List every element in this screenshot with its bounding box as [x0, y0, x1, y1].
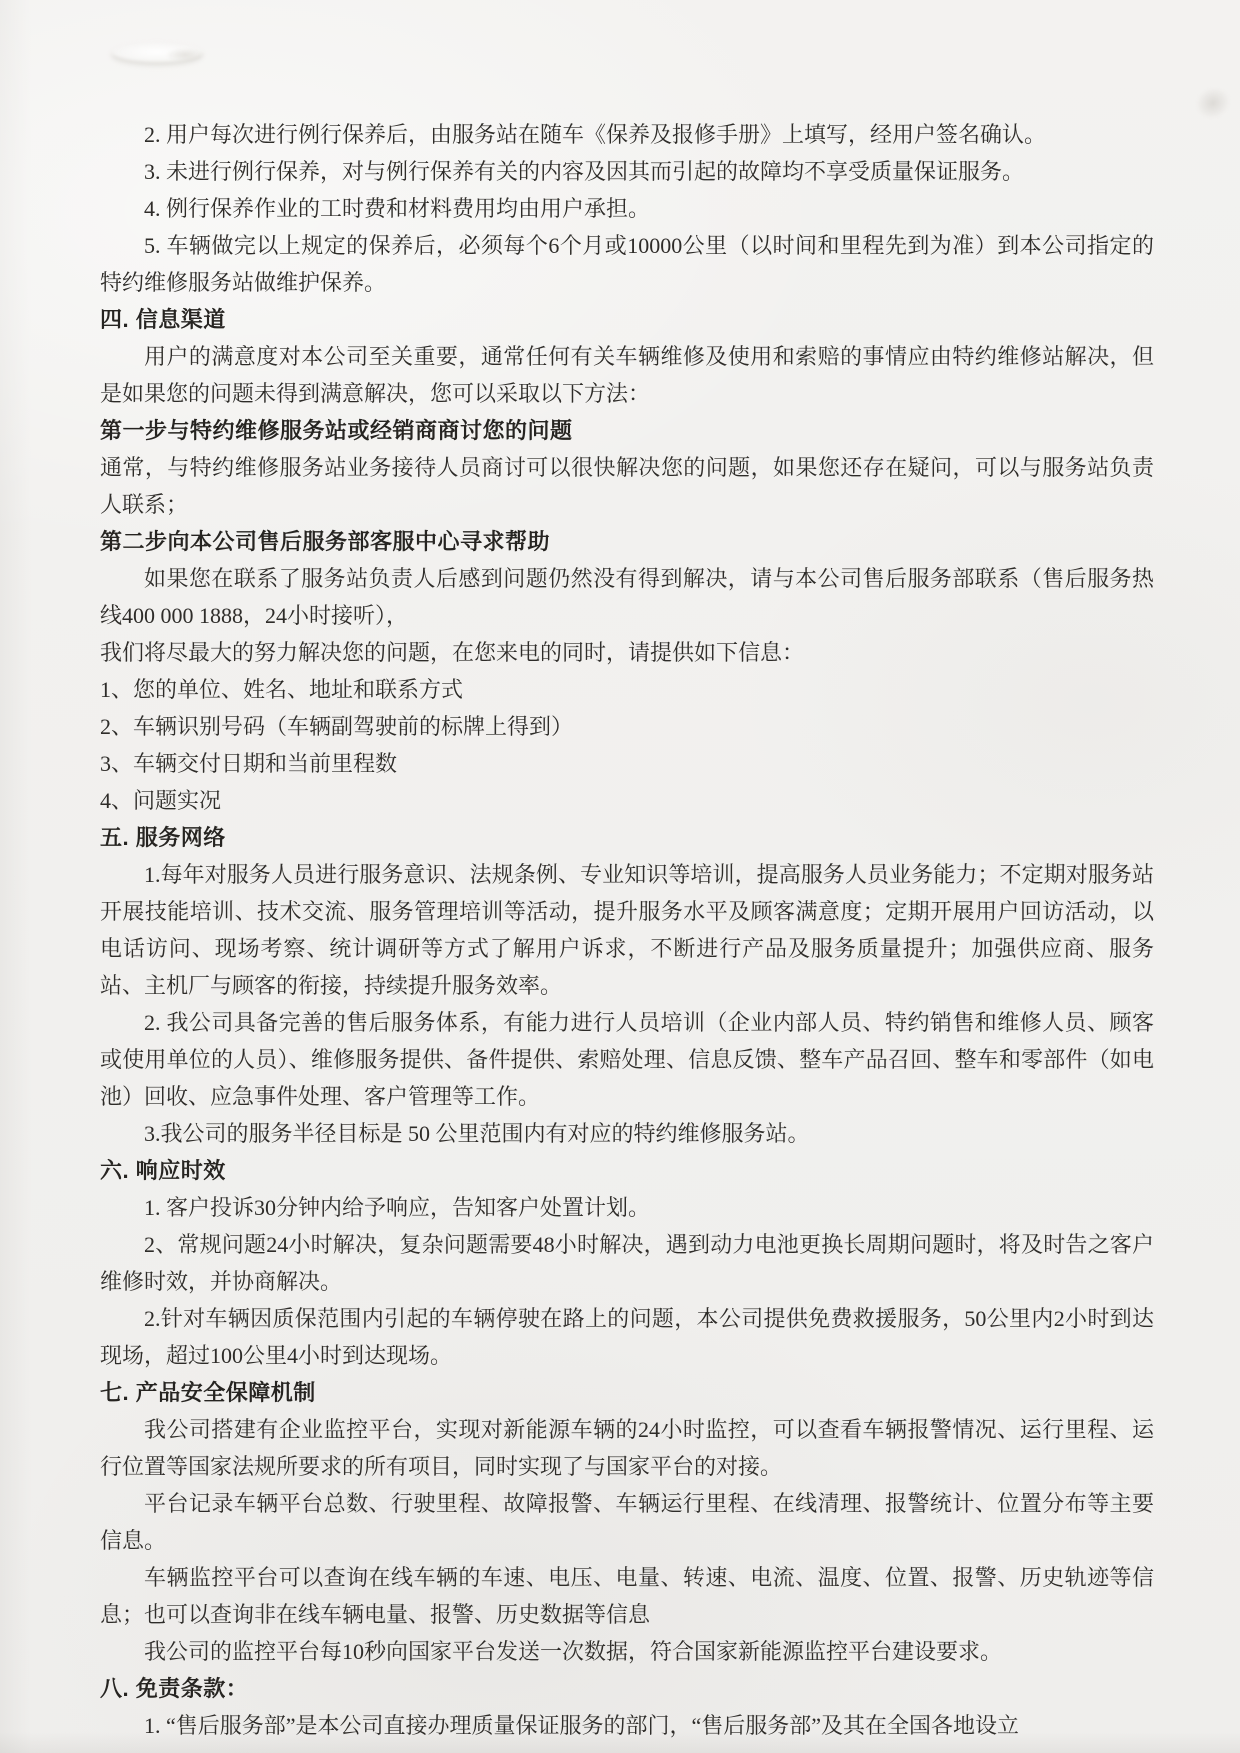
- maintenance-rule-item-3: 3. 未进行例行保养，对与例行保养有关的内容及因其而引起的故障均不享受质量保证服务。: [144, 159, 1025, 184]
- response-time-rescue-item: 2.针对车辆因质保范围内引起的车辆停驶在路上的问题，本公司提供免费救援服务，50公里内2小时到达现场，超过100公里4小时到达现场。: [100, 1306, 1154, 1368]
- maintenance-rule-item-5: 5. 车辆做完以上规定的保养后，必须每个6个月或10000公里（以时间和里程先到为准）到本公司指定的特约维修服务站做维护保养。: [100, 233, 1154, 295]
- step-2-paragraph-hotline: 如果您在联系了服务站负责人后感到问题仍然没有得到解决，请与本公司售后服务部联系（售后服务热线400 000 1888，24小时接听），: [100, 566, 1154, 628]
- call-info-item-3: 3、车辆交付日期和当前里程数: [100, 751, 398, 776]
- maintenance-rule-item-4: 4. 例行保养作业的工时费和材料费用均由用户承担。: [144, 196, 651, 221]
- maintenance-rule-item-2: 2. 用户每次进行例行保养后，由服务站在随车《保养及报修手册》上填写，经用户签名确认。: [144, 122, 1047, 147]
- section-heading-5-service-network: 五. 服务网络: [100, 825, 226, 850]
- document-text-block: [100, 116, 1154, 1744]
- service-network-item-1: 1.每年对服务人员进行服务意识、法规条例、专业知识等培训，提高服务人员业务能力；不定期对服务站开展技能培训、技术交流、服务管理培训等活动，提升服务水平及顾客满意度；定期开展用户回访活动，以电话访问、现场考察、统计调研等方式了解用户诉求，不断进行产品及服务质量提升；加强供应商、服务站、主机厂与顾客的衔接，持续提升服务效率。: [100, 862, 1154, 998]
- section-heading-7-product-safety: 七. 产品安全保障机制: [100, 1380, 316, 1405]
- disclaimer-item-1: 1. “售后服务部”是本公司直接办理质量保证服务的部门，“售后服务部”及其在全国各地设立: [144, 1713, 1020, 1738]
- monitoring-platform-paragraph: 我公司搭建有企业监控平台，实现对新能源车辆的24小时监控，可以查看车辆报警情况、运行里程、运行位置等国家法规所要求的所有项目，同时实现了与国家平台的对接。: [100, 1417, 1154, 1479]
- platform-upload-paragraph: 我公司的监控平台每10秒向国家平台发送一次数据，符合国家新能源监控平台建设要求。: [144, 1639, 1003, 1664]
- scan-crease-shadow: [165, 48, 205, 62]
- section-heading-8-disclaimer: 八. 免责条款：: [100, 1676, 249, 1701]
- service-network-item-2: 2. 我公司具备完善的售后服务体系，有能力进行人员培训（企业内部人员、特约销售和维修人员、顾客或使用单位的人员）、维修服务提供、备件提供、索赔处理、信息反馈、整车产品召回、整车和零部件（如电池）回收、应急事件处理、客户管理等工作。: [100, 1010, 1154, 1109]
- platform-records-paragraph: 平台记录车辆平台总数、行驶里程、故障报警、车辆运行里程、在线清理、报警统计、位置分布等主要信息。: [100, 1491, 1154, 1553]
- call-info-item-4: 4、问题实况: [100, 788, 222, 813]
- step-1-heading: 第一步与特约维修服务站或经销商商讨您的问题: [100, 418, 573, 443]
- response-time-item-2: 2、常规问题24小时解决，复杂问题需要48小时解决，遇到动力电池更换长周期问题时，将及时告之客户维修时效，并协商解决。: [100, 1232, 1154, 1294]
- call-info-item-2: 2、车辆识别号码（车辆副驾驶前的标牌上得到）: [100, 714, 574, 739]
- section-heading-4-info-channel: 四. 信息渠道: [100, 307, 226, 332]
- section-heading-6-response-time: 六. 响应时效: [100, 1158, 226, 1183]
- scan-smudge-mark: [1191, 82, 1234, 124]
- platform-query-paragraph: 车辆监控平台可以查询在线车辆的车速、电压、电量、转速、电流、温度、位置、报警、历史轨迹等信息；也可以查询非在线车辆电量、报警、历史数据等信息: [100, 1565, 1154, 1627]
- step-1-paragraph: 通常，与特约维修服务站业务接待人员商讨可以很快解决您的问题，如果您还存在疑问，可以与服务站负责人联系；: [100, 455, 1154, 517]
- service-network-item-3: 3.我公司的服务半径目标是 50 公里范围内有对应的特约维修服务站。: [144, 1121, 810, 1146]
- response-time-item-1: 1. 客户投诉30分钟内给予响应，告知客户处置计划。: [144, 1195, 651, 1220]
- call-info-item-1: 1、您的单位、姓名、地址和联系方式: [100, 677, 464, 702]
- info-channel-intro-paragraph: 用户的满意度对本公司至关重要，通常任何有关车辆维修及使用和索赔的事情应由特约维修站解决，但是如果您的问题未得到满意解决，您可以采取以下方法：: [100, 344, 1154, 406]
- step-2-heading: 第二步向本公司售后服务部客服中心寻求帮助: [100, 529, 551, 554]
- call-info-request-paragraph: 我们将尽最大的努力解决您的问题，在您来电的同时，请提供如下信息：: [100, 640, 805, 665]
